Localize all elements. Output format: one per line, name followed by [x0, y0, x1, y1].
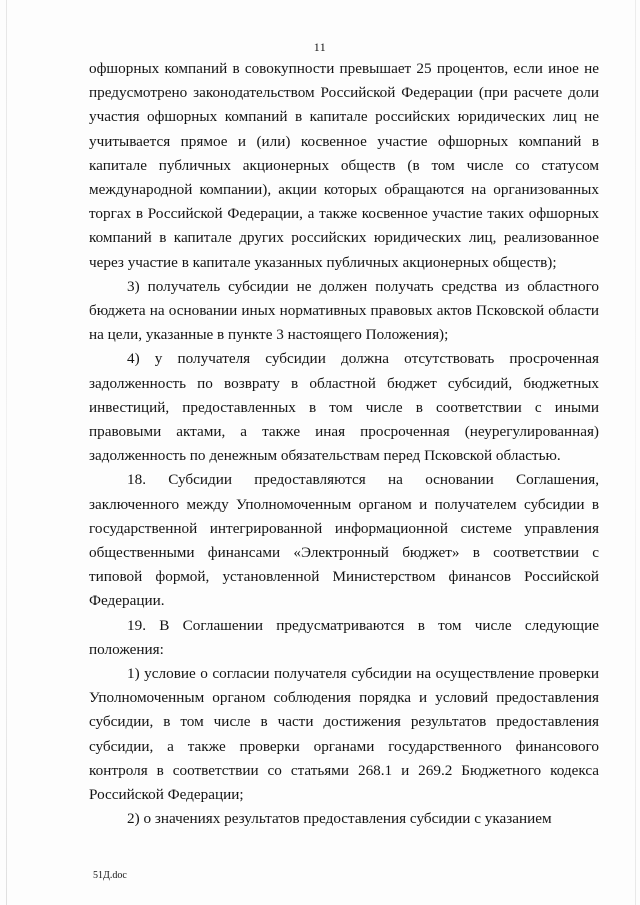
scan-edge-left	[6, 0, 7, 905]
paragraph-clause-18: 18. Субсидии предоставляются на основании Соглашения, заключенного между Уполномоченным органом и получателем субсидии в государственной интегрированной информационной системе управления общественными финансами «Электронный бюджет» в соответствии с типовой формой, установленной Министерством финансов Российской Федерации.	[89, 471, 599, 610]
paragraph-item-3: 3) получатель субсидии не должен получать средства из областного бюджета на основании иных нормативных правовых актов Псковской области на цели, указанные в пункте 3 настоящего Положения);	[89, 277, 599, 344]
page-number: 11	[313, 40, 327, 54]
scan-edge-right	[635, 0, 636, 905]
paragraph-clause-19-item-1: 1) условие о согласии получателя субсидии на осуществление проверки Уполномоченным органом соблюдения порядка и условий предоставления субсидии, в том числе в части достижения результатов предоставления субсидии, а также проверки органами государственного финансового контроля в соответствии со статьями 268.1 и 269.2 Бюджетного кодекса Российской Федерации;	[89, 665, 599, 804]
paragraph-clause-19-item-2: 2) о значениях результатов предоставления субсидии с указанием	[127, 810, 552, 828]
footer-filename: 51Д.doc	[93, 870, 127, 881]
paragraph-item-4: 4) у получателя субсидии должна отсутствовать просроченная задолженность по возврату в областной бюджет субсидий, бюджетных инвестиций, предоставленных в том числе в соответствии с иными правовыми актами, а также иная просроченная (неурегулированная) задолженность по денежным обязательствам перед Псковской областью.	[89, 350, 599, 465]
paragraph-continuation: офшорных компаний в совокупности превышает 25 процентов, если иное не предусмотрено законодательством Российской Федерации (при расчете доли участия офшорных компаний в капитале российских юридических лиц не учитывается прямое и (или) косвенное участие офшорных компаний в капитале публичных акционерных обществ (в том числе со статусом международной компании), акции которых обращаются на организованных торгах в Российской Федерации, а также косвенное участие таких офшорных компаний в капитале других российских юридических лиц, реализованное через участие в капитале указанных публичных акционерных обществ);	[89, 60, 599, 271]
paragraph-clause-19: 19. В Соглашении предусматриваются в том числе следующие положения:	[89, 616, 599, 658]
document-body	[89, 57, 599, 832]
